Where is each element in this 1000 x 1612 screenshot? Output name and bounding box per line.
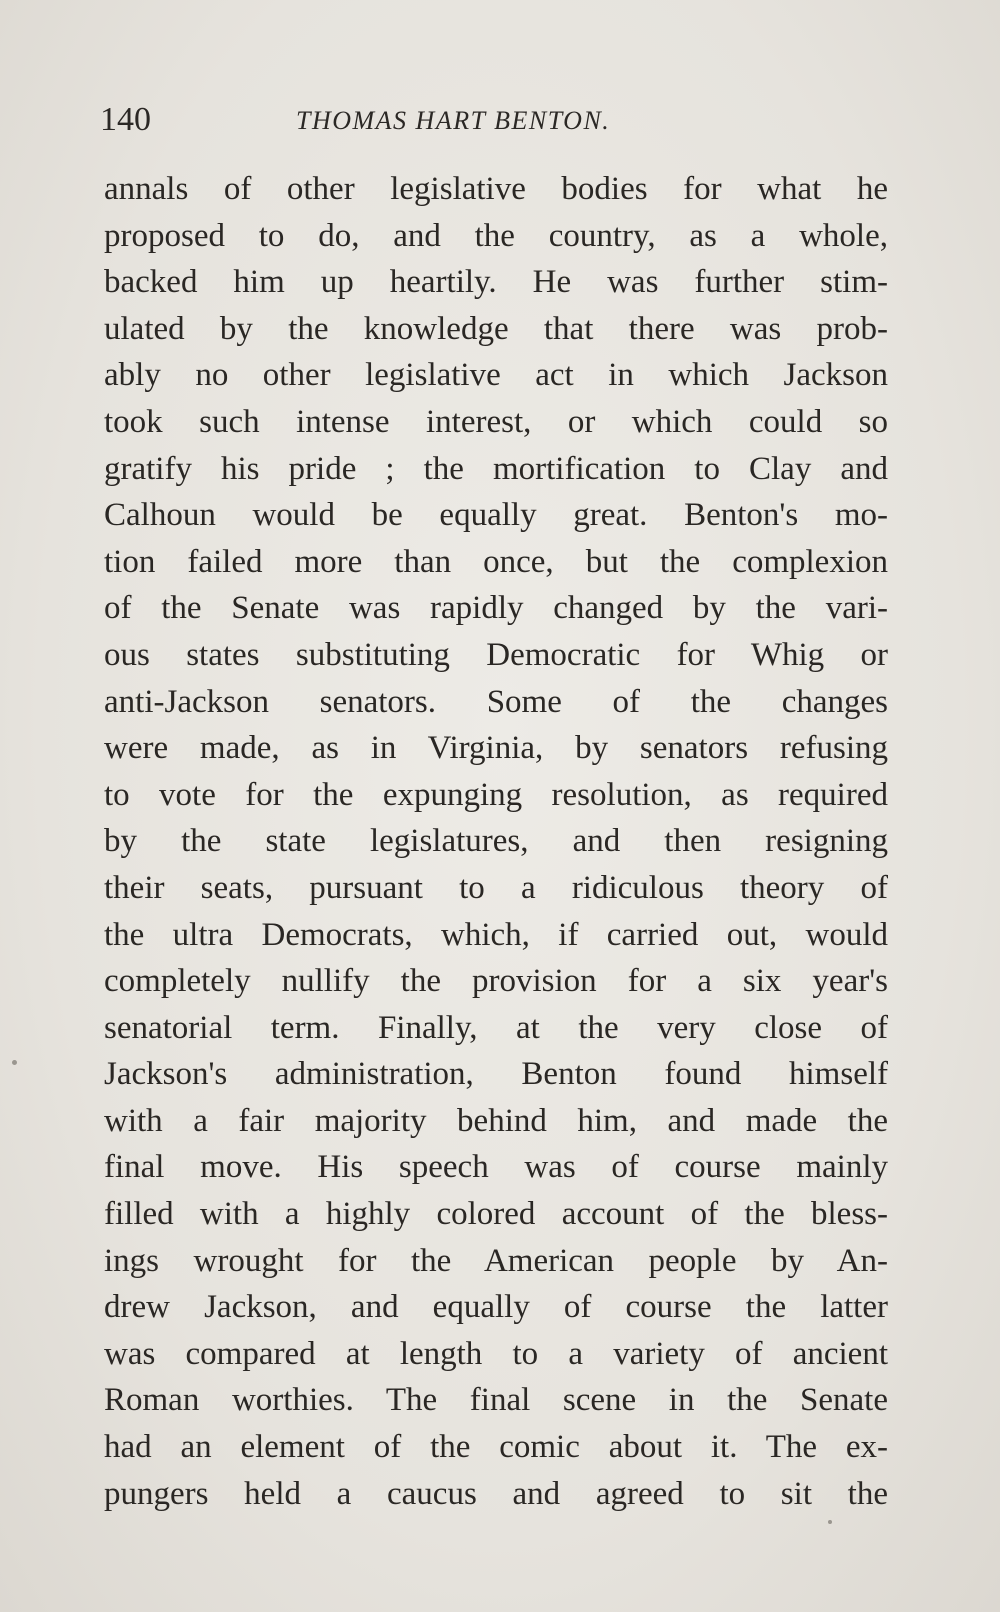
text-line: annals of other legislative bodies for what he (104, 171, 888, 207)
running-head (100, 100, 678, 140)
text-line: filled with a highly colored account of the bless- (104, 1196, 888, 1233)
text-line: with a fair majority behind him, and made the (104, 1102, 888, 1139)
text-line: anti-Jackson senators. Some of the changes (104, 683, 888, 720)
text-line: gratify his pride ; the mortification to Clay and (104, 450, 888, 487)
page-number: 140 (100, 101, 151, 138)
text-line: was compared at length to a variety of ancient (104, 1335, 888, 1372)
text-line: by the state legislatures, and then resigning (104, 823, 888, 860)
text-line: ings wrought for the American people by An- (104, 1242, 888, 1279)
running-title: THOMAS HART BENTON. (296, 106, 611, 135)
text-line: drew Jackson, and equally of course the latter (104, 1289, 888, 1326)
text-line: ably no other legislative act in which Jackson (104, 357, 888, 394)
text-line: Calhoun would be equally great. Benton's mo- (104, 497, 888, 534)
body-text (104, 166, 888, 1517)
text-line: senatorial term. Finally, at the very close of (104, 1009, 888, 1046)
text-line: took such intense interest, or which could so (104, 403, 888, 440)
text-line: Jackson's administration, Benton found himself (104, 1056, 888, 1093)
text-line: were made, as in Virginia, by senators refusing (104, 730, 888, 767)
text-line: of the Senate was rapidly changed by the vari- (104, 590, 888, 627)
paper-speck (828, 1520, 832, 1524)
text-line: backed him up heartily. He was further stim- (104, 264, 888, 301)
text-line: to vote for the expunging resolution, as required (104, 776, 888, 813)
paper-speck (12, 1060, 17, 1065)
text-line: ulated by the knowledge that there was prob- (104, 310, 888, 347)
text-line: Roman worthies. The final scene in the Senate (104, 1382, 888, 1419)
text-line: tion failed more than once, but the complexion (104, 543, 888, 580)
text-line: proposed to do, and the country, as a whole, (104, 217, 888, 254)
text-line: pungers held a caucus and agreed to sit the (104, 1475, 888, 1512)
text-line: their seats, pursuant to a ridiculous theory of (104, 869, 888, 906)
text-line: completely nullify the provision for a six year's (104, 963, 888, 1000)
text-line: the ultra Democrats, which, if carried out, would (104, 916, 888, 953)
text-line: final move. His speech was of course mainly (104, 1149, 888, 1186)
text-line: ous states substituting Democratic for Whig or (104, 636, 888, 673)
text-line: had an element of the comic about it. The ex- (104, 1429, 888, 1466)
